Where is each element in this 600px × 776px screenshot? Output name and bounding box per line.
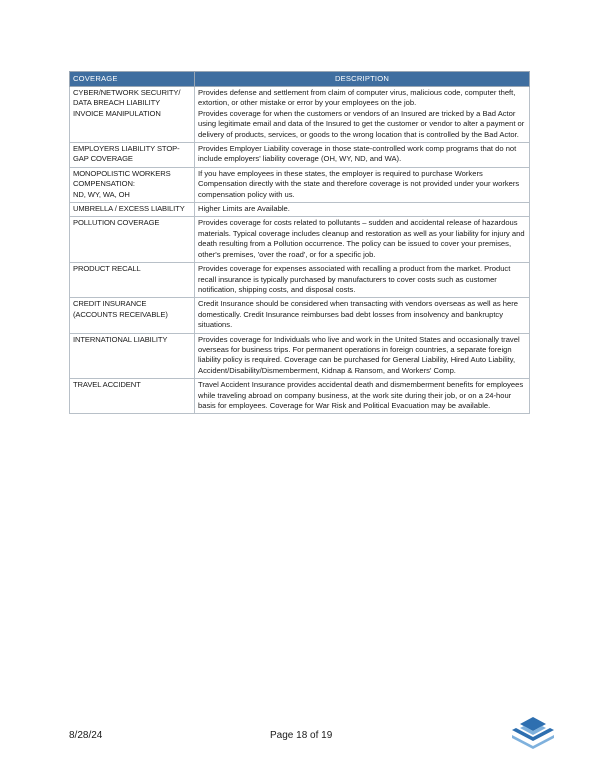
coverage-name-line: GAP COVERAGE — [73, 154, 133, 164]
coverage-name-cell — [70, 379, 195, 414]
column-header-description: DESCRIPTION — [195, 72, 530, 87]
coverage-description-paragraph: Travel Accident Insurance provides accidental death and dismemberment benefits for employees while traveling abroad on company business, at the work site during their job, or on a 24-hour basis for employees. Coverage for War Risk and Political Evacuation may be available. — [198, 380, 524, 410]
coverage-name-line: DATA BREACH LIABILITY — [73, 98, 161, 108]
coverage-description-paragraph: Higher Limits are Available. — [198, 204, 290, 214]
coverage-name-line: INVOICE MANIPULATION — [73, 108, 161, 118]
table-row — [70, 87, 530, 143]
table-header-row — [70, 72, 530, 87]
coverage-description-cell — [195, 217, 530, 263]
coverage-name-cell — [70, 167, 195, 202]
coverage-name-cell — [70, 217, 195, 263]
coverage-description-cell — [195, 203, 530, 217]
coverage-name-line: INTERNATIONAL LIABILITY — [73, 334, 168, 344]
coverage-table — [69, 71, 530, 414]
footer-date: 8/28/24 — [69, 730, 103, 741]
table-row — [70, 298, 530, 333]
coverage-name-line: POLLUTION COVERAGE — [73, 218, 160, 228]
coverage-description-paragraph: If you have employees in these states, the employer is required to purchase Workers Compensation directly with the state and therefore coverage is not provided under your workers compensation policy with us. — [198, 168, 520, 199]
table-row — [70, 379, 530, 414]
table-row — [70, 217, 530, 263]
coverage-description-paragraph: Provides coverage for when the customers or vendors of an Insured are tricked by a Bad Actor using legitimate email and data of the Insured to get the customer or vendor to alter a payment or delivery of products, services, or goods to the wrong location that is controlled by the Bad Actor. — [198, 108, 525, 139]
coverage-description-cell — [195, 167, 530, 202]
coverage-description-cell — [195, 379, 530, 414]
coverage-description-cell — [195, 143, 530, 168]
coverage-name-cell — [70, 203, 195, 217]
table-row — [70, 203, 530, 217]
company-logo-icon — [510, 715, 556, 751]
coverage-description-paragraph: Provides coverage for expenses associated with recalling a product from the market. Product recall insurance is typically purchased by manufacturers to cover costs such as customer notification, shipping costs, and disposal costs. — [198, 264, 511, 294]
coverage-description-cell — [195, 87, 530, 143]
coverage-name-line: CREDIT INSURANCE — [73, 299, 147, 309]
coverage-name-line: PRODUCT RECALL — [73, 264, 141, 274]
coverage-name-cell — [70, 87, 195, 143]
table-row — [70, 263, 530, 298]
coverage-description-paragraph: Provides coverage for costs related to pollutants – sudden and accidental release of hazardous materials. Typical coverage includes cleanup and restoration as well as your liability for injury and death resulting from a Pollution occurrence. The policy can be issued to cover your premises, other's premises, 'over the road', or for a specific job. — [198, 218, 525, 259]
coverage-description-paragraph: Provides coverage for Individuals who live and work in the United States and occasionally travel overseas for business trips. For permanent operations in foreign countries, a separate foreign liability policy is required. Coverage can be purchased for General Liability, Hired Auto Liability, Accident/Disability/Dismemberment, Kidnap & Ransom, and Workers' Comp. — [198, 334, 520, 375]
coverage-name-line: UMBRELLA / EXCESS LIABILITY — [73, 204, 185, 214]
coverage-name-cell — [70, 333, 195, 379]
coverage-name-cell — [70, 298, 195, 333]
coverage-name-cell — [70, 263, 195, 298]
coverage-name-line: TRAVEL ACCIDENT — [73, 380, 141, 390]
coverage-description-paragraph: Provides defense and settlement from claim of computer virus, malicious code, computer theft, extortion, or other mistake or error by your employees on the job. — [198, 88, 516, 108]
coverage-name-cell — [70, 143, 195, 168]
coverage-name-line: MONOPOLISTIC WORKERS — [73, 168, 171, 178]
coverage-description-cell — [195, 263, 530, 298]
coverage-name-line: (ACCOUNTS RECEIVABLE) — [73, 309, 168, 319]
coverage-name-line: EMPLOYERS LIABILITY STOP- — [73, 144, 180, 154]
column-header-coverage: COVERAGE — [70, 72, 195, 87]
footer-page-number: Page 18 of 19 — [270, 730, 333, 741]
coverage-description-cell — [195, 298, 530, 333]
coverage-description-paragraph: Credit Insurance should be considered when transacting with vendors overseas as well as here domestically. Credit Insurance reimburses bad debt losses from insolvency and bankruptcy situations. — [198, 299, 518, 330]
table-row — [70, 167, 530, 202]
coverage-name-line: CYBER/NETWORK SECURITY/ — [73, 88, 181, 97]
table-row — [70, 143, 530, 168]
table-row — [70, 333, 530, 379]
coverage-description-cell — [195, 333, 530, 379]
table-body — [70, 87, 530, 414]
coverage-description-paragraph: Provides Employer Liability coverage in those state-controlled work comp programs that do not include employers' liability coverage (OH, WY, ND, and WA). — [198, 144, 517, 164]
coverage-name-line: ND, WY, WA, OH — [73, 189, 130, 199]
coverage-name-line: COMPENSATION: — [73, 179, 135, 189]
